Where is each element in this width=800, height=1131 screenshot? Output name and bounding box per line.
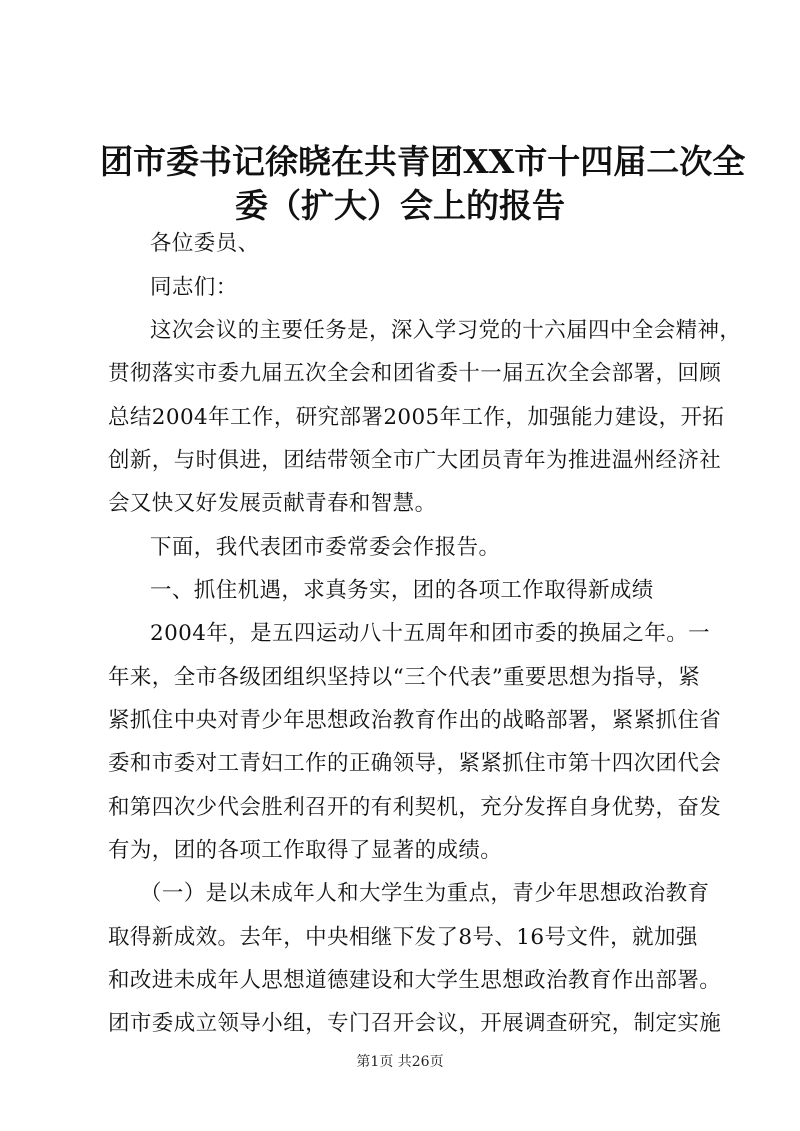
paragraph-line: 下面，我代表团市委常委会作报告。	[150, 535, 501, 560]
paragraph-line: 和第四次少代会胜利召开的有利契机，充分发挥自身优势，奋发	[108, 795, 722, 820]
document-title-line-1: 团市委书记徐晓在共青团XX市十四届二次全	[100, 142, 746, 181]
subsection-line: （一）是以未成年人和大学生为重点，青少年思想政治教育	[140, 881, 710, 906]
paragraph-line: 创新，与时俱进，团结带领全市广大团员青年为推进温州经济社	[108, 448, 722, 473]
paragraph-line: 取得新成效。去年，中央相继下发了8号、16号文件，就加强	[108, 925, 698, 950]
paragraph-line: 贯彻落实市委九届五次全会和团省委十一届五次全会部署，回顾	[108, 361, 722, 386]
page-number-footer: 第1页 共26页	[356, 1054, 444, 1070]
paragraph-line: 有为，团的各项工作取得了显著的成绩。	[108, 838, 503, 863]
salutation-line-2: 同志们：	[150, 275, 238, 300]
paragraph-line: 紧抓住中央对青少年思想政治教育作出的战略部署，紧紧抓住省	[108, 708, 722, 733]
paragraph-line: 委和市委对工青妇工作的正确领导，紧紧抓住市第十四次团代会	[108, 751, 722, 776]
paragraph-line: 团市委成立领导小组，专门召开会议，开展调查研究，制定实施	[108, 1011, 722, 1036]
paragraph-line: 和改进未成年人思想道德建设和大学生思想政治教育作出部署。	[108, 968, 722, 993]
section-heading: 一、抓住机遇，求真务实，团的各项工作取得新成绩	[150, 578, 654, 603]
paragraph-line: 年来，全市各级团组织坚持以“三个代表”重要思想为指导，紧	[108, 665, 701, 690]
paragraph-line: 会又快又好发展贡献青春和智慧。	[108, 491, 437, 516]
paragraph-line: 这次会议的主要任务是，深入学习党的十六届四中全会精神，	[150, 318, 742, 343]
paragraph-line: 2004年，是五四运动八十五周年和团市委的换届之年。一	[150, 621, 711, 646]
document-title-line-2: 委（扩大）会上的报告	[235, 186, 565, 225]
salutation-line-1: 各位委员、	[150, 231, 260, 256]
paragraph-line: 总结2004年工作，研究部署2005年工作，加强能力建设，开拓	[108, 405, 725, 430]
